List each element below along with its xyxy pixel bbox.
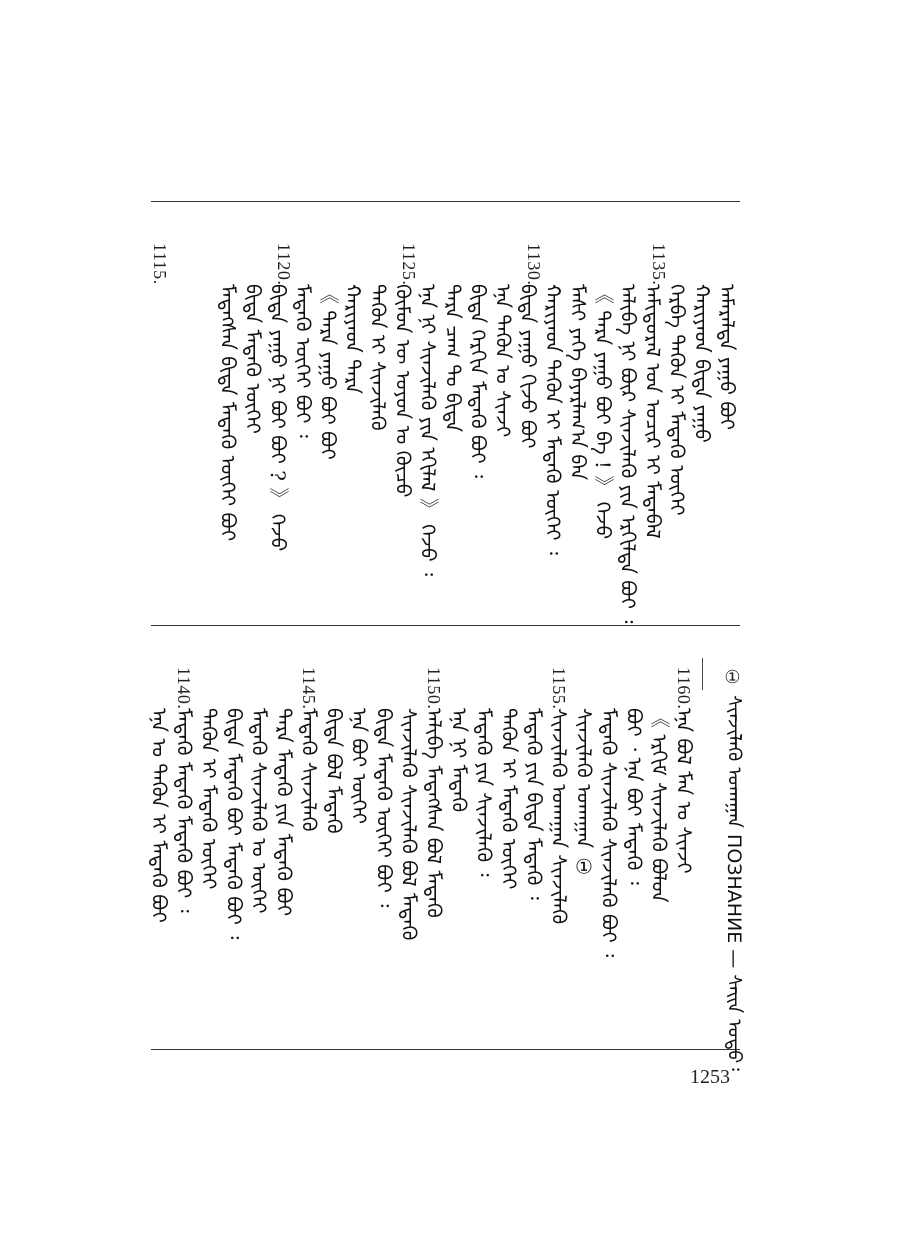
verse-line: ᠮᠡᠳᠡᠭᠰᠡᠨ ᠪᠢᠳᠡ ᠮᠡᠳᠡᠬᠦ ᠦᠭᠡᠢ ᠪᠤᠢ <box>216 284 240 542</box>
footnote-text: ᠰᠢᠨᠵᠢᠯᠡᠬᠦ ᠤᠬᠠᠭᠠᠨ ПОЗНАНИЕ — ᠰᠠᠢᠨ ᠤᠳᠤ᠄ <box>723 695 745 1071</box>
verse-line: ᠬᠠᠷᠢᠶᠠᠳ ᠲᠡᠷᠡ <box>341 284 365 394</box>
line-number: 1155. <box>549 667 569 710</box>
line-number: 1125. <box>399 243 419 286</box>
verse-line: ᠲᠡᠭᠦᠨ ᠢ ᠮᠡᠳᠡᠬᠦ ᠦᠭᠡᠢ <box>497 708 521 890</box>
verse-line: ᠮᠡᠳᠡᠬᠦ ᠮᠡᠳᠡᠬᠦ ᠮᠡᠳᠡᠬᠦ ᠪᠤᠢ ᠄ <box>172 708 196 913</box>
verse-line: ᠮᠡᠳᠡᠬᠦ ᠦᠭᠡᠢ ᠪᠤᠢ ᠄ <box>291 284 315 438</box>
line-number: 1135. <box>649 243 669 286</box>
line-number: 1140. <box>174 667 194 710</box>
verse-line: ᠪᠢᠳᠡ ᠮᠡᠳᠡᠬᠦ ᠦᠭᠡᠢ <box>241 284 265 434</box>
top-rule <box>151 201 740 202</box>
verse-line: ᠬᠠᠷᠢᠶᠠᠳ ᠲᠡᠭᠦᠨ ᠢ ᠮᠡᠳᠡᠬᠦ ᠦᠭᠡᠢ ᠄ <box>541 284 565 555</box>
verse-line: ᠮᠡᠳᠡᠬᠦ ᠰᠢᠨᠵᠢᠯᠡᠬᠦ <box>297 708 321 832</box>
verse-line: ᠠᠯᠢᠪᠠ ᠮᠡᠳᠡᠭᠰᠡᠨ ᠪᠤᠯ ᠮᠡᠳᠡᠬᠦ <box>422 708 446 918</box>
verse-line: 《 ᠲᠡᠷᠡ ᠶᠠᠭᠤ ᠪᠤᠢ ᠪᠤᠢ <box>316 284 340 460</box>
verse-line: ᠮᠡᠳᠡᠬᠦ ᠶᠢᠨ ᠪᠢᠳᠡ ᠮᠡᠳᠡᠬᠦ ᠄ <box>522 708 546 900</box>
verse-line: ᠪᠢᠳᠡ ᠮᠡᠳᠡᠬᠦ ᠪᠤᠢ ᠮᠡᠳᠡᠬᠦ ᠪᠤᠢ ᠄ <box>222 708 246 940</box>
verse-line: ᠮᠡᠳᠡᠬᠦ ᠰᠢᠨᠵᠢᠯᠡᠬᠦ ᠰᠢᠨᠵᠢᠯᠡᠬᠦ ᠪᠤᠢ ᠄ <box>597 708 621 958</box>
verse-line: ᠲᠡᠭᠦᠨ ᠢ ᠰᠢᠨᠵᠢᠯᠡᠬᠦ <box>366 284 390 431</box>
verse-line: ᠠᠮᠢᠳᠤᠷᠠᠯ ᠤᠨ ᠤᠴᠢᠷ ᠢ ᠮᠡᠳᠡᠪᠡᠯ <box>641 284 665 539</box>
verse-line: ᠪᠢᠳᠡ ᠪᠤᠯ ᠮᠡᠳᠡᠬᠦ <box>322 708 346 834</box>
verse-line: ᠡᠨᠡ ᠪᠤᠢ ᠦᠭᠡᠢ <box>347 708 371 824</box>
verse-line: ᠮᠡᠳᠡᠬᠦ ᠰᠢᠨᠵᠢᠯᠡᠬᠦ ᠤ ᠦᠭᠡᠢ <box>247 708 271 914</box>
verse-line: ᠡᠨᠡ ᠪᠤᠯ ᠮᠠᠨ ᠤ ᠰᠢᠨᠵᠢ <box>672 708 696 874</box>
verse-line: ᠬᠦᠮᠦᠨ ᠦ ᠤᠶᠤᠨ ᠤ ᠬᠦᠴᠦ <box>391 284 415 498</box>
footnote-separator <box>702 658 703 690</box>
verse-line: 《 ᠡᠷᠬᠢᠮ ᠰᠢᠨᠵᠢᠯᠡᠬᠦ ᠪᠤᠯᠤᠨ <box>647 708 671 903</box>
page-number: 1253 <box>690 1066 730 1088</box>
line-number: 1160. <box>674 667 694 710</box>
line-number: 1115. <box>150 243 170 285</box>
verse-line: ᠪᠢᠳᠡ ᠶᠠᠭᠤ ᠬᠢᠵᠦ ᠪᠤᠢ <box>516 284 540 449</box>
footnote-marker: ① <box>723 667 743 689</box>
line-number: 1120. <box>274 243 294 286</box>
verse-line: ᠰᠢᠨᠵᠢᠯᠡᠬᠦ ᠤᠬᠠᠭᠠᠨ ① <box>572 708 596 879</box>
bottom-rule <box>151 1049 740 1050</box>
verse-line: ᠪᠢᠳᠡ ᠬᠡᠷᠬᠢᠨ ᠮᠡᠳᠡᠬᠦ ᠪᠤᠢ ᠄ <box>466 284 490 479</box>
verse-line: ᠲᠡᠷᠡ ᠮᠡᠳᠡᠬᠦ ᠶᠢᠨ ᠮᠡᠳᠡᠬᠦ ᠪᠤᠢ <box>272 708 296 917</box>
verse-line: ᠮᠡᠳᠡᠬᠦ ᠶᠢᠨ ᠰᠢᠨᠵᠢᠯᠡᠬᠦ ᠄ <box>472 708 496 877</box>
verse-line: ᠪᠢᠳᠡ ᠶᠠᠭᠤ ᠨᠢ ᠪᠤᠢ ᠪᠤᠢ ? 》 ᠭᠡᠵᠦ <box>266 284 290 552</box>
verse-line: ᠪᠤᠢ ᠂ ᠡᠨᠡ ᠪᠤᠢ ᠮᠡᠳᠡᠬᠦ ᠄ <box>622 708 646 885</box>
verse-line: ᠬᠠᠷᠢᠶᠠᠳ ᠪᠢᠳᠡ ᠶᠠᠭᠤ <box>690 284 714 443</box>
verse-line: ᠪᠢᠳᠡ ᠮᠡᠳᠡᠬᠦ ᠦᠭᠡᠢ ᠪᠤᠢ ᠄ <box>372 708 396 908</box>
verse-line: ᠲᠡᠭᠦᠨ ᠢ ᠮᠡᠳᠡᠬᠦ ᠦᠭᠡᠢ <box>197 708 221 890</box>
middle-rule <box>151 625 740 626</box>
verse-line: ᠲᠡᠷᠡ ᠴᠠᠭ ᠲᠤ ᠪᠢᠳᠡ <box>441 284 465 433</box>
verse-line: ᠠᠯᠢᠪᠠ ᠨᠢ ᠪᠦᠷ ᠰᠢᠨᠵᠢᠯᠡᠬᠦ ᠶᠢᠨ ᠡᠷᠭᠢᠯᠲᠡ ᠪᠤᠢ ᠄ <box>616 284 640 624</box>
verse-line: ᠡᠨᠡ ᠨᠢ ᠰᠢᠨᠵᠢᠯᠡᠬᠦ ᠶᠢᠨ ᠡᠬᠢᠯᠡᠯ 》 ᠭᠡᠵᠦ ᠄ <box>416 284 440 577</box>
verse-line: ᠡᠨᠡ ᠤ ᠲᠡᠭᠦᠨ ᠢ ᠮᠡᠳᠡᠬᠦ ᠪᠤᠢ <box>147 708 171 923</box>
verse-line: ᠠᠮᠠᠷᠠᠯᠲᠠ ᠶᠠᠭᠤ ᠪᠤᠢ <box>715 284 739 430</box>
verse-line: ᠮᠠᠰᠢ ᠶᠡᠬᠡ ᠪᠠᠶᠠᠷᠯᠠᠭ᠎ᠠ ᠪᠠᠨ <box>566 284 590 481</box>
verse-line: ᠰᠢᠨᠵᠢᠯᠡᠬᠦ ᠰᠢᠨᠵᠢᠯᠡᠬᠦ ᠪᠤᠯ ᠮᠡᠳᠡᠬᠦ <box>397 708 421 941</box>
verse-line: ᠡᠨᠡ ᠨᠢ ᠮᠡᠳᠡᠬᠦ <box>447 708 471 813</box>
verse-line: ᠡᠨᠡ ᠲᠡᠭᠦᠨ ᠤ ᠰᠢᠨᠵᠢ <box>491 284 515 438</box>
line-number: 1150. <box>424 667 444 710</box>
line-number: 1130. <box>524 243 544 286</box>
verse-line: 《 ᠲᠡᠷᠡ ᠶᠠᠭᠤ ᠪᠤᠢ ᠪᠡ ! 》 ᠭᠡᠵᠦ <box>591 284 615 540</box>
verse-line: ᠬᠡᠷᠪᠡ ᠲᠡᠭᠦᠨ ᠢ ᠮᠡᠳᠡᠬᠦ ᠦᠭᠡᠢ <box>665 284 689 516</box>
verse-line: ᠰᠢᠨᠵᠢᠯᠡᠬᠦ ᠤᠬᠠᠭᠠᠨ ᠰᠢᠨᠵᠢᠯᠡᠬᠦ <box>547 708 571 925</box>
line-number: 1145. <box>299 667 319 710</box>
